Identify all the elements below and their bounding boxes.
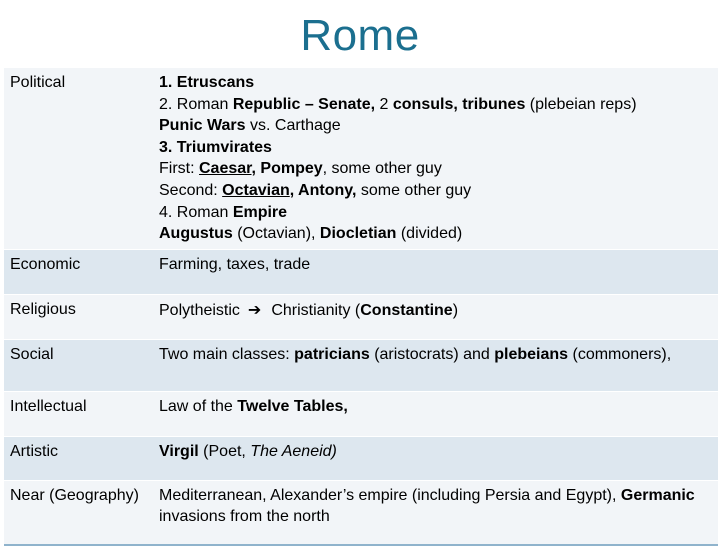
slide-title-text: Rome [300, 11, 420, 60]
table-row [4, 249, 718, 294]
detail-emphasis [199, 160, 252, 177]
detail-text: First: [159, 160, 199, 178]
detail-cell [147, 480, 718, 545]
detail-emphasis: patricians [294, 345, 370, 363]
detail-emphasis: Republic – Senate, [232, 95, 376, 113]
table-row [4, 339, 718, 391]
detail-emphasis [222, 182, 290, 199]
detail-emphasis: Augustus [159, 225, 233, 243]
category-cell: Intellectual [4, 391, 147, 436]
detail-cell [147, 339, 718, 391]
detail-text: (plebeian reps) [525, 95, 637, 113]
rome-table-body [4, 68, 718, 546]
detail-cell [147, 391, 718, 436]
detail-text: Caesar [199, 160, 252, 178]
detail-text: Law of the [159, 397, 238, 415]
detail-line [159, 180, 712, 202]
detail-text: ) [452, 301, 459, 319]
table-row [4, 480, 718, 545]
detail-emphasis: Constantine [360, 301, 453, 319]
detail-text: Christianity ( [271, 301, 361, 319]
detail-line [159, 115, 712, 137]
detail-emphasis: 1. Etruscans [159, 74, 255, 91]
table-row [4, 294, 718, 339]
detail-line [159, 396, 712, 418]
category-cell: Artistic [4, 436, 147, 480]
detail-emphasis: Virgil [159, 442, 199, 460]
category-cell: Social [4, 339, 147, 391]
detail-emphasis: , Antony, [289, 181, 357, 199]
detail-text: (Poet, [198, 442, 251, 460]
detail-text: some other guy [356, 181, 472, 199]
detail-line [159, 202, 712, 224]
detail-emphasis: 3. Triumvirates [159, 138, 272, 156]
detail-emphasis: , Pompey [251, 160, 323, 178]
detail-emphasis: Diocletian [319, 225, 397, 243]
detail-line [159, 441, 712, 463]
detail-text: 2. Roman [159, 95, 233, 113]
detail-line [159, 485, 712, 528]
detail-cell [147, 436, 718, 480]
detail-text: Mediterranean, Alexander’s empire (including Persia and Egypt), [159, 486, 621, 504]
detail-line [159, 254, 712, 276]
table-row [4, 68, 718, 250]
detail-emphasis: consuls, tribunes [392, 95, 526, 113]
detail-text: (commoners), [568, 345, 672, 363]
detail-text: invasions from the north [159, 508, 330, 526]
rome-table [4, 67, 718, 546]
table-row [4, 436, 718, 480]
category-cell: Political [4, 68, 147, 250]
detail-cell [147, 249, 718, 294]
slide-title [0, 8, 720, 64]
detail-emphasis: Germanic [620, 486, 695, 504]
detail-text: vs. Carthage [245, 117, 341, 135]
category-cell: Near (Geography) [4, 480, 147, 545]
detail-text: Farming, taxes, trade [159, 255, 311, 273]
detail-text: 4. Roman [159, 203, 233, 221]
detail-italic: The Aeneid) [250, 442, 337, 460]
detail-line [159, 72, 712, 94]
detail-emphasis: Punic Wars [159, 117, 246, 135]
arrow-right-icon: ➔ [247, 299, 262, 319]
detail-cell [147, 294, 718, 339]
detail-line [159, 137, 712, 159]
detail-line [159, 158, 712, 180]
detail-text: 2 [375, 95, 393, 113]
detail-text: Octavian [222, 181, 290, 199]
detail-line [159, 344, 712, 366]
detail-text: (divided) [396, 225, 463, 243]
detail-text: (Octavian), [232, 225, 320, 243]
detail-line [159, 94, 712, 116]
detail-emphasis: Empire [232, 203, 288, 221]
detail-emphasis: Twelve Tables, [237, 397, 348, 415]
detail-cell [147, 68, 718, 250]
detail-line [159, 223, 712, 245]
detail-text: , some other guy [322, 160, 442, 178]
detail-emphasis: plebeians [494, 345, 569, 363]
category-cell: Economic [4, 249, 147, 294]
detail-text: Second: [159, 181, 223, 199]
detail-text: Polytheistic [159, 301, 240, 319]
detail-text: (aristocrats) and [369, 345, 495, 363]
table-row [4, 391, 718, 436]
category-cell: Religious [4, 294, 147, 339]
detail-line [159, 299, 712, 322]
detail-text: Two main classes: [159, 345, 295, 363]
